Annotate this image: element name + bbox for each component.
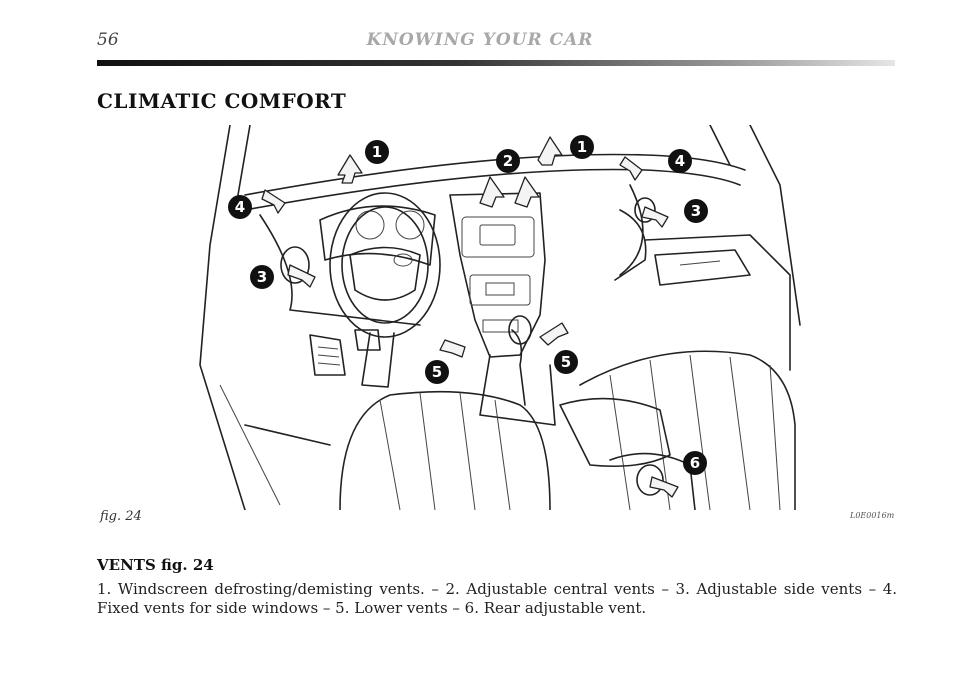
vents-description: 1. Windscreen defrosting/demisting vents. – 2. Adjustable central vents – 3. Adjustable side vents – 4. Fixed vents for side windows – 5. Lower vents – 6. Rear adjustable vent. <box>97 580 897 617</box>
lower-vent-left <box>425 340 465 384</box>
callout-4-left: 4 <box>234 198 246 216</box>
callout-1-right: 1 <box>576 138 588 156</box>
lower-vent-right <box>540 323 578 374</box>
section-title: CLIMATIC COMFORT <box>97 89 347 113</box>
windscreen-vent-left <box>338 140 389 183</box>
running-head: KNOWING YOUR CAR <box>366 30 594 50</box>
side-window-vent-right <box>620 149 692 180</box>
dashboard-figure <box>190 125 810 510</box>
dashboard-illustration <box>190 125 810 510</box>
callout-3-right: 3 <box>690 202 702 220</box>
windscreen-vent-right <box>538 135 594 165</box>
callout-1-left: 1 <box>371 143 383 161</box>
callout-5-left: 5 <box>431 363 443 381</box>
figure-caption: fig. 24 <box>100 509 142 524</box>
side-vent-right <box>635 198 708 227</box>
page-number: 56 <box>97 30 119 50</box>
header-rule <box>97 60 895 66</box>
callout-6: 6 <box>689 454 701 472</box>
callout-2: 2 <box>502 152 514 170</box>
side-window-vent-left <box>228 190 285 219</box>
figure-code: L0E0016m <box>850 511 895 520</box>
side-vent-left <box>250 247 315 289</box>
callout-3-left: 3 <box>256 268 268 286</box>
callout-4-right: 4 <box>674 152 686 170</box>
vents-heading: VENTS fig. 24 <box>97 556 214 574</box>
callout-5-right: 5 <box>560 353 572 371</box>
